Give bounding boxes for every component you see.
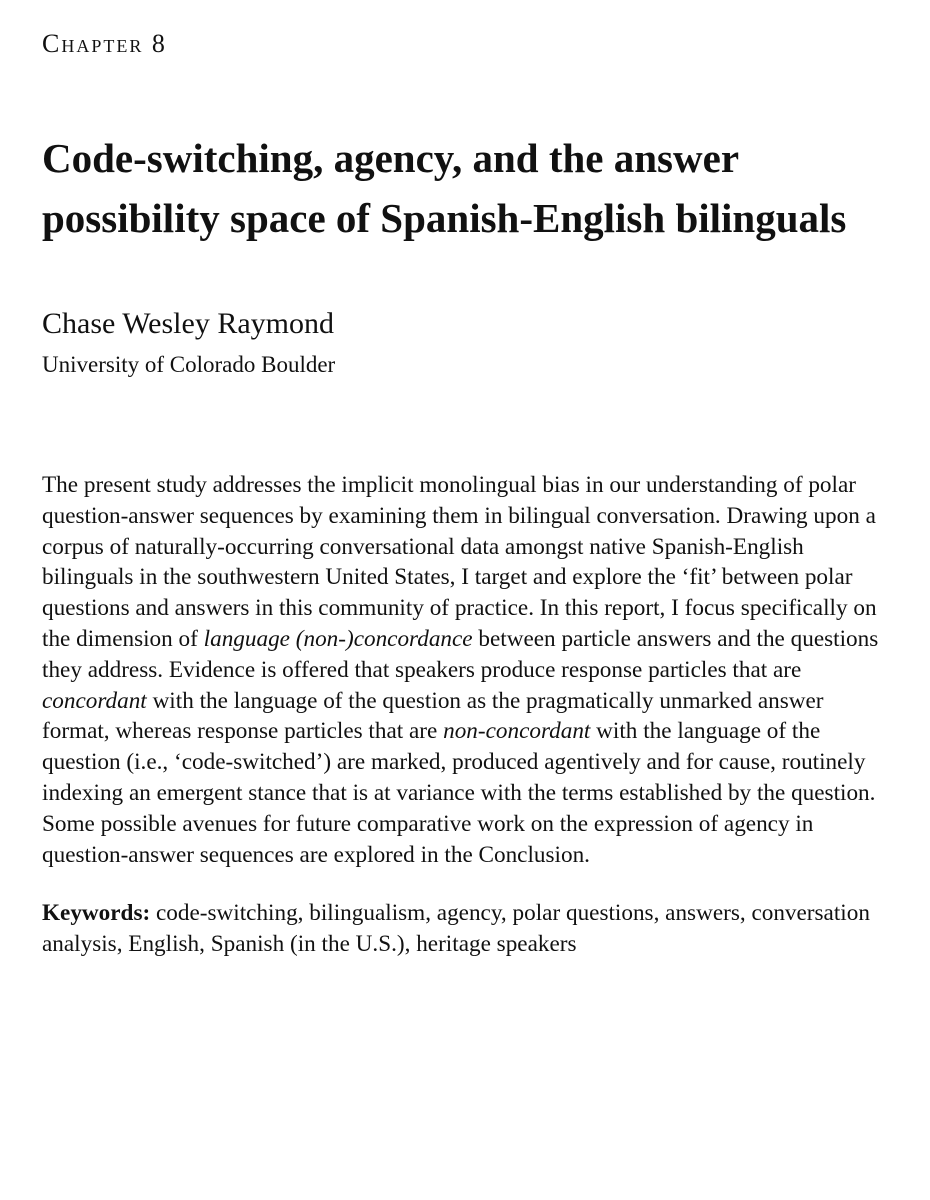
abstract-emphasis-1: language (non-)concordance <box>203 625 473 652</box>
abstract-text-2: between particle answers and the questions they address. Evidence is offered that speakers produce response particles that are <box>42 625 879 683</box>
page <box>42 22 892 960</box>
abstract <box>42 470 892 870</box>
chapter-title: Code-switching, agency, and the answer possibility space of Spanish-English bilinguals <box>42 135 847 241</box>
abstract-text-4: with the language of the question (i.e., ‘code-switched’) are marked, produced agentively and for cause, routinely indexing an emergent stance that is at variance with the terms established by the question. Some possible avenues for future comparative work on the expression of agency in question-answer sequences are explored in the Conclusion. <box>42 718 876 868</box>
author-affiliation: University of Colorado Boulder <box>42 352 336 377</box>
abstract-text-3: with the language of the question as the pragmatically unmarked answer format, whereas response particles that are <box>42 687 824 745</box>
abstract-emphasis-3: non-concordant <box>443 718 591 745</box>
abstract-emphasis-2: concordant <box>42 687 147 714</box>
keywords-list: code-switching, bilingualism, agency, polar questions, answers, conversation analysis, English, Spanish (in the U.S.), heritage speakers <box>42 900 870 958</box>
author-name: Chase Wesley Raymond <box>42 307 334 340</box>
chapter-label: Chapter <box>42 29 144 58</box>
keywords-label: Keywords: <box>42 900 151 927</box>
chapter-number: 8 <box>151 29 165 58</box>
chapter-heading <box>42 22 892 66</box>
abstract-text-1: The present study addresses the implicit monolingual bias in our understanding of polar question-answer sequences by examining them in bilingual conversation. Drawing upon a corpus of naturally-occurring conversational data amongst native Spanish-English bilinguals in the southwestern United States, I target and explore the ‘fit’ between polar questions and answers in this community of practice. In this report, I focus specifically on the dimension of <box>42 472 877 652</box>
keywords <box>42 898 892 960</box>
